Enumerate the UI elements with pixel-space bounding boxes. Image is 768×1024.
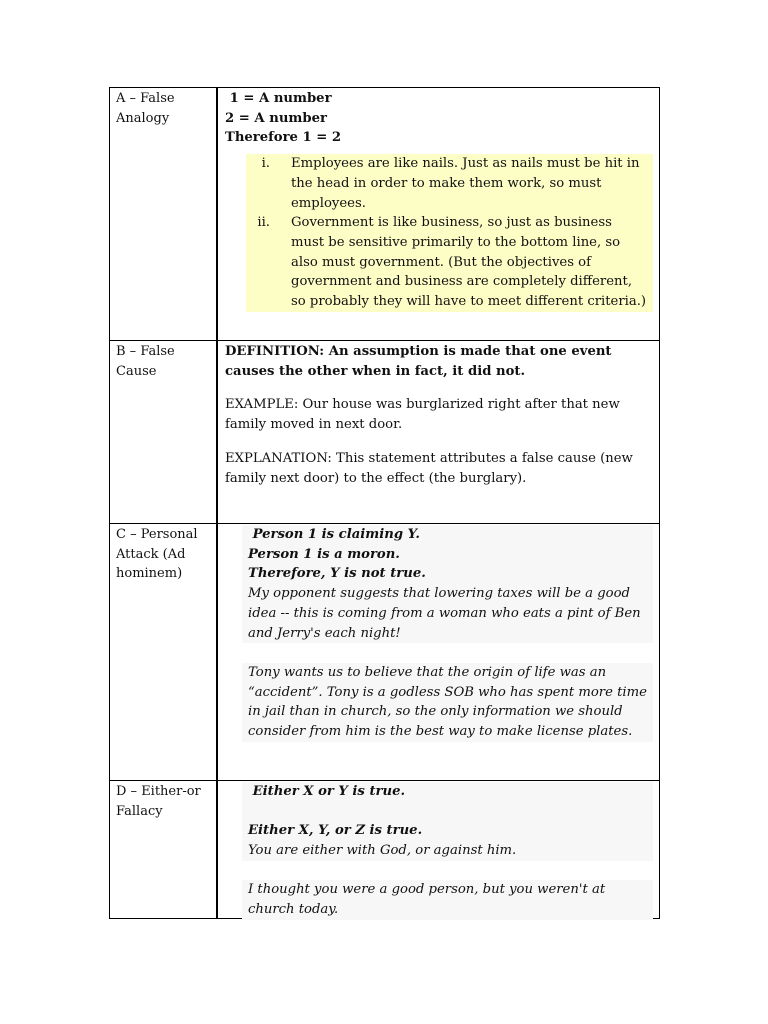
- premise-line: Either X, Y, or Z is true.: [248, 823, 423, 839]
- premise-line: 1 = A number: [225, 91, 332, 106]
- row-content: [218, 341, 659, 523]
- explanation-text: EXPLANATION: This statement attributes a false cause (new family next door) to the effect (the burglary).: [225, 450, 633, 486]
- list-number: ii.: [257, 215, 270, 231]
- example-text: My opponent suggests that lowering taxes will be a good idea -- this is coming from a woman who eats a pint of Ben and Jerry's each night!: [248, 586, 641, 641]
- premise-line: 2 = A number: [225, 110, 327, 126]
- shaded-block: [242, 782, 653, 861]
- shaded-block: [242, 880, 653, 919]
- example-text: Tony wants us to believe that the origin of life was an “accident”. Tony is a godless SOB who has spent more time in jail than in church, so the only information we should consider from him is the best way to make license plates.: [248, 664, 647, 740]
- row-label: B – False Cause: [110, 341, 218, 523]
- list-item: [246, 154, 649, 213]
- highlighted-examples: [246, 154, 653, 312]
- definition-text: DEFINITION: An assumption is made that one event causes the other when in fact, it did not.: [225, 344, 612, 379]
- example-text: You are either with God, or against him.: [248, 843, 517, 859]
- row-content: [218, 88, 659, 340]
- table-row-false-analogy: [110, 88, 659, 340]
- shaded-block: [242, 525, 653, 643]
- premise-line: Either X or Y is true.: [248, 784, 406, 799]
- premise-line: Person 1 is a moron.: [248, 546, 400, 562]
- conclusion-line: Therefore 1 = 2: [225, 130, 342, 146]
- example-text: I thought you were a good person, but you weren't at church today.: [248, 882, 606, 918]
- list-item: [246, 213, 649, 312]
- row-content: [218, 524, 659, 780]
- table-row-personal-attack: [110, 523, 659, 780]
- row-label: C – Personal Attack (Ad hominem): [110, 524, 218, 780]
- table-row-false-cause: [110, 340, 659, 523]
- row-label: D – Either-or Fallacy: [110, 781, 218, 918]
- row-content: [218, 781, 659, 918]
- premise-line: Person 1 is claiming Y.: [248, 527, 420, 542]
- example-text: EXAMPLE: Our house was burglarized right after that new family moved in next door.: [225, 397, 620, 433]
- shaded-block: [242, 663, 653, 742]
- row-label: A – False Analogy: [110, 88, 218, 340]
- list-number: i.: [261, 156, 270, 172]
- list-text: Employees are like nails. Just as nails must be hit in the head in order to make them work, so must employees.: [291, 156, 640, 211]
- fallacy-table: [109, 87, 660, 919]
- table-row-either-or: [110, 780, 659, 918]
- list-text: Government is like business, so just as business must be sensitive primarily to the bottom line, so also must government. (But the objectives of government and business are completely different, so probably they will have to meet different criteria.): [291, 215, 647, 310]
- conclusion-line: Therefore, Y is not true.: [248, 566, 426, 582]
